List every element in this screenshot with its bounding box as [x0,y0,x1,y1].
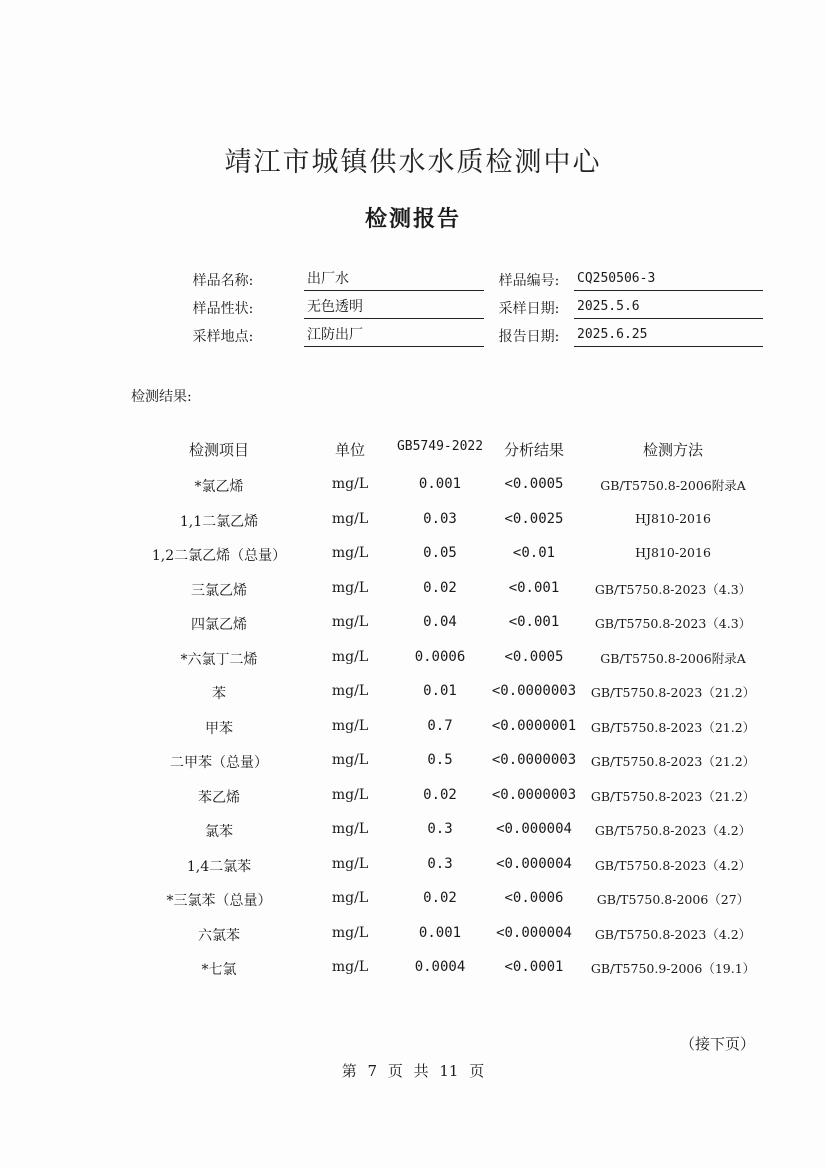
row-standard-limit: 0.3 [427,821,453,837]
table-row [0,890,826,920]
report-title: 检测报告 [364,207,461,232]
row-method: GB/T5750.9-2006（19.1） [590,961,756,976]
row-result: <0.000004 [496,821,572,837]
table-row [0,959,826,989]
row-result: <0.0025 [504,510,564,527]
organization-title: 靖江市城镇供水水质检测中心 [224,147,602,178]
row-standard-limit: 0.03 [423,510,457,527]
row-result: <0.0000003 [491,786,577,803]
row-item-name: 四氯乙烯 [191,617,247,633]
row-result: <0.01 [512,545,556,561]
row-result: <0.000004 [496,924,572,941]
row-result: <0.0005 [504,476,564,492]
row-method: GB/T5750.8-2023（4.2） [594,926,752,942]
row-unit: mg/L [331,752,369,768]
results-label: 检测结果: [131,389,192,405]
row-standard-limit: 0.02 [423,579,457,596]
sampling-date-label: 采样日期: [498,301,560,317]
row-standard-limit: 0.01 [423,683,457,699]
row-item-name: 1,2二氯乙烯（总量） [151,548,287,564]
info-row-3 [0,326,826,348]
row-item-name: *六氯丁二烯 [180,651,258,668]
row-standard-limit: 0.7 [427,717,453,734]
row-unit: mg/L [331,683,369,699]
row-method: GB/T5750.8-2023（4.2） [594,857,752,873]
row-standard-limit: 0.5 [427,752,453,768]
row-item-name: 二甲苯（总量） [170,755,268,771]
row-unit: mg/L [331,924,369,941]
row-result: <0.0000003 [491,752,577,768]
row-result: <0.0000001 [491,717,577,734]
row-method: HJ810-2016 [635,545,711,560]
row-method: GB/T5750.8-2023（21.2） [590,788,756,804]
continue-note: （接下页） [680,1035,756,1053]
row-standard-limit: 0.3 [427,855,453,872]
table-row [0,580,826,610]
row-standard-limit: 0.0006 [414,648,466,665]
row-method: GB/T5750.8-2006附录A [600,478,746,493]
row-method: GB/T5750.8-2006附录A [600,650,746,666]
sampling-location-value: 江防出厂 [304,326,484,347]
row-unit: mg/L [331,510,369,527]
info-row-1 [0,270,826,292]
row-method: GB/T5750.8-2023（4.2） [594,823,752,838]
row-item-name: *氯乙烯 [194,479,244,495]
row-unit: mg/L [331,614,369,630]
sample-property-value: 无色透明 [304,298,484,319]
row-result: <0.001 [508,614,560,630]
table-row [0,856,826,886]
page-number: 第 7 页 共 11 页 [341,1062,485,1080]
row-unit: mg/L [331,855,369,872]
row-method: HJ810-2016 [635,510,711,526]
row-unit: mg/L [331,890,369,906]
row-item-name: *七氯 [201,962,237,978]
sample-id-label: 样品编号: [498,273,560,289]
col-header-method: 检测方法 [642,441,703,459]
row-result: <0.0000003 [491,683,577,699]
row-result: <0.0006 [504,890,564,906]
col-header-unit: 单位 [334,441,365,459]
row-unit: mg/L [331,717,369,734]
row-standard-limit: 0.02 [423,786,457,803]
row-item-name: 苯 [212,686,226,702]
row-item-name: 三氯乙烯 [191,582,247,599]
table-row [0,821,826,851]
row-standard-limit: 0.02 [423,890,457,906]
row-item-name: 氯苯 [205,824,233,840]
row-item-name: 苯乙烯 [198,789,240,806]
row-unit: mg/L [331,579,369,596]
table-row [0,511,826,541]
row-method: GB/T5750.8-2023（4.3） [594,616,752,631]
row-method: GB/T5750.8-2023（21.2） [590,685,756,700]
row-item-name: 1,4二氯苯 [186,858,252,875]
row-result: <0.001 [508,579,560,596]
row-method: GB/T5750.8-2006（27） [596,892,750,907]
report-date-value: 2025.6.25 [574,326,763,347]
sample-name-value: 出厂水 [304,270,484,291]
sample-property-label: 样品性状: [192,301,254,317]
row-standard-limit: 0.05 [423,545,457,561]
row-result: <0.000004 [496,855,572,872]
row-standard-limit: 0.001 [418,924,462,941]
info-row-2 [0,298,826,320]
row-unit: mg/L [331,786,369,803]
row-method: GB/T5750.8-2023（21.2） [590,719,756,735]
row-item-name: *三氯苯（总量） [166,893,272,909]
row-item-name: 1,1二氯乙烯 [179,513,259,530]
row-method: GB/T5750.8-2023（21.2） [590,754,756,769]
table-row [0,649,826,679]
table-row [0,545,826,575]
sample-name-label: 样品名称: [192,273,254,289]
row-standard-limit: 0.04 [423,614,457,630]
row-result: <0.0005 [504,648,564,665]
row-method: GB/T5750.8-2023（4.3） [594,581,752,597]
table-row [0,925,826,955]
table-row [0,683,826,713]
row-unit: mg/L [331,959,369,975]
sampling-date-value: 2025.5.6 [574,298,763,319]
row-unit: mg/L [331,545,369,561]
row-item-name: 甲苯 [205,720,233,737]
table-row [0,718,826,748]
sampling-location-label: 采样地点: [192,329,254,345]
table-row [0,476,826,506]
table-header-row [0,439,826,469]
col-header-item: 检测项目 [188,441,249,459]
row-result: <0.0001 [504,959,564,975]
row-standard-limit: 0.0004 [414,959,466,975]
row-unit: mg/L [331,821,369,837]
table-row [0,614,826,644]
col-header-standard: GB5749-2022 [396,439,484,454]
report-date-label: 报告日期: [498,329,560,345]
row-standard-limit: 0.001 [418,476,462,492]
row-item-name: 六氯苯 [198,927,240,944]
row-unit: mg/L [331,476,369,492]
sample-id-value: CQ250506-3 [574,270,763,291]
table-row [0,752,826,782]
table-row [0,787,826,817]
row-unit: mg/L [331,648,369,665]
col-header-result: 分析结果 [503,441,564,459]
